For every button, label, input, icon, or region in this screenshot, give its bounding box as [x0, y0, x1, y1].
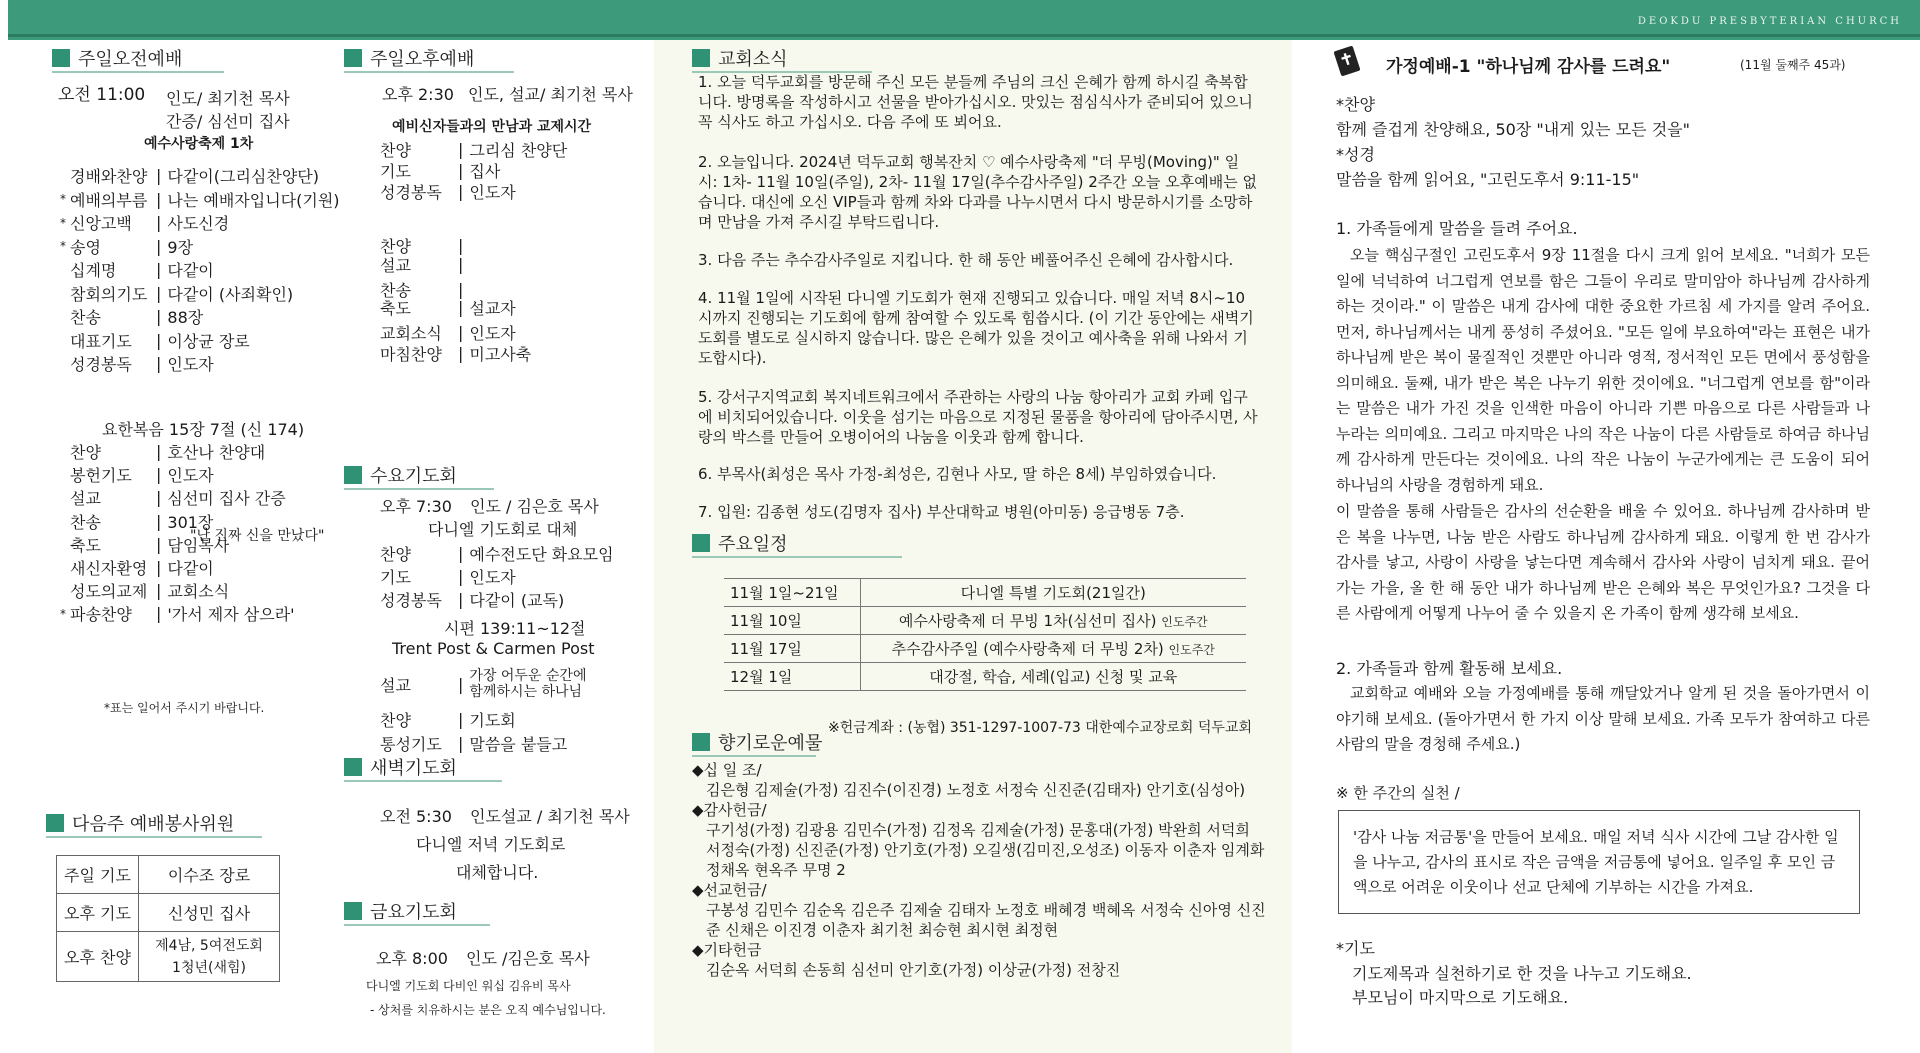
duty-role: 주일 기도 [57, 856, 139, 894]
separator: | [156, 604, 162, 624]
order-row [60, 486, 286, 509]
section-title: 새벽기도회 [370, 758, 457, 779]
schedule-event-text: 다니엘 특별 기도회(21일간) [960, 584, 1146, 602]
section-rule [344, 780, 502, 782]
separator: | [458, 161, 464, 180]
separator: | [458, 298, 464, 317]
order-label: 십계명 [70, 261, 117, 280]
section-bullet-icon [52, 49, 70, 67]
news-item: 1. 오늘 덕두교회를 방문해 주신 모든 분들께 주님의 크신 은혜가 함께 하시길 축복합니다. 방명록을 작성하시고 선물을 받아가십시오. 맛있는 점심식사가 준비되어 있으니 꼭 식사도 하고 가십시오. 다음 주에 또 뵈어요. [698, 73, 1253, 131]
news-item: 6. 부목사(최성은 목사 가정-최성은, 김현나 사모, 딸 하은 8세) 부임하였습니다. [698, 465, 1217, 483]
order-value: 이상균 장로 [167, 331, 250, 351]
order-value: 심선미 집사 간증 [167, 489, 286, 509]
section-title: 주일오전예배 [78, 49, 183, 70]
separator: | [156, 511, 162, 531]
order-label: 통성기도 [380, 735, 442, 754]
morning-host: 간증/ 심선미 집사 [166, 112, 290, 131]
schedule-body [724, 579, 1246, 691]
duty-person-line: 1청년(새힘) [172, 959, 246, 976]
news-item: 4. 11월 1일에 시작된 다니엘 기도회가 현재 진행되고 있습니다. 매일 저녁 8시~10시까지 진행되는 기도회에 함께 참여할 수 있도록 힘씁시다. (이 기간 동안에는 새벽기도회를 별도로 실시하지 않습니다. 많은 은혜가 있을 것이고 예사축을 위해 나와서 기도합시다). [698, 289, 1254, 367]
section-title: 다음주 예배봉사위원 [72, 814, 235, 835]
schedule-date: 11월 1일~21일 [724, 579, 860, 607]
duty-role: 오후 기도 [57, 894, 139, 932]
section-title: 교회소식 [718, 49, 788, 70]
practice-title: ※ 한 주간의 실천 / [1336, 784, 1460, 802]
wednesday-sub: 다니엘 기도회로 대체 [428, 520, 578, 539]
offering-list [692, 760, 1268, 980]
order-value: 인도자 [469, 568, 516, 587]
section-title: 금요기도회 [370, 902, 457, 923]
order-value: 사도신경 [167, 214, 230, 233]
order-value: 교회소식 [167, 582, 230, 602]
section-bullet-icon [344, 758, 362, 776]
section-bullet-icon [692, 49, 710, 67]
standing-mark: * [60, 192, 66, 206]
order-row [380, 668, 586, 700]
separator: | [156, 534, 162, 554]
offering-names: 구봉성 김민수 김순옥 김은주 김제술 김태자 노정호 배혜경 백혜옥 서정숙 신아영 신진준 신채은 이진경 이춘자 최기천 최승현 최시현 최정현 [706, 901, 1266, 939]
order-value: 인도자 [469, 324, 516, 343]
afternoon-time: 오후 2:30 [382, 85, 454, 104]
morning-sermon-title: "난 진짜 신을 만났다" [190, 528, 325, 544]
order-row [60, 463, 214, 486]
section-title: 수요기도회 [370, 466, 457, 487]
step1-body-2: 이 말씀을 통해 사람들은 감사의 선순환을 배울 수 있어요. 하나님께 감사하며 받은 복을 나누면, 나눔 받은 사람도 하나님께 감사하게 돼요. 이렇게 한 번 감사가 감사를 낳고, 사랑이 사랑을 낳는다면 계속해서 감사와 사랑이 넘치게 돼요. 끝어 가는 가을, 올 한 해 동안 내가 하나님께 받은 은혜와 복은 무엇인가요? 그것을 다른 사람에게 어떻게 나누어 줄 수 있을지 온 가족이 함께 생각해 보세요. [1336, 502, 1870, 622]
duty-person [139, 932, 280, 982]
offering-label: ◆기타헌금 [692, 941, 762, 959]
bible-text: 말씀을 함께 읽어요, "고린도후서 9:11-15" [1336, 170, 1640, 189]
dawn-line: 다니엘 저녁 기도회로 [416, 835, 566, 854]
order-label: 설교 [380, 256, 411, 275]
separator: | [156, 213, 162, 232]
order-row [60, 235, 193, 258]
news-item: 3. 다음 주는 추수감사주일로 지킵니다. 한 해 동안 베풀어주신 은혜에 감사합시다. [698, 251, 1234, 269]
separator: | [156, 283, 162, 303]
prayer-heading: *기도 [1336, 939, 1375, 958]
table-row [724, 579, 1246, 607]
separator: | [458, 590, 464, 609]
order-row [60, 258, 214, 281]
separator: | [458, 344, 464, 363]
order-label: 찬양 [70, 443, 101, 462]
section-news-header [692, 45, 788, 71]
schedule-table [724, 578, 1246, 691]
step1-body: 오늘 핵심구절인 고린도후서 9장 11절을 다시 크게 읽어 보세요. "너희가 모든 일에 넉넉하여 너그럽게 연보를 함은 그들이 우리로 말미암아 하나님께 감사하게 하는 것이라." 이 말씀은 내게 감사에 대한 중요한 가르침 세 가지를 알려 주어요. 먼저, 하나님께서는 내게 풍성히 주셨어요. "모든 일에 부요하여"라는 표현은 내가 하나님께 받은 복이 물질적인 것뿐만 아니라 영적, 정서적인 모든 면에서 풍성함을 의미해요. 둘째, 내가 받은 복은 나누기 위한 것이에요. "너그럽게 연보를 함"이라는 말씀은 내가 가진 것을 인색한 마음이 아니라 기쁜 마음으로 다른 사람들과 나누라는 의미예요. 그리고 마지막은 나의 작은 나눔이 다른 사람들로 하여금 하나님께 감사하게 만든다는 것이에요. 나의 작은 나눔이 누군가에게는 큰 도움이 되어 하나님의 사랑을 경험하게 돼요. [1336, 246, 1870, 494]
order-value: 인도자 [167, 355, 214, 374]
duty-person: 이수조 장로 [139, 856, 280, 894]
morning-leader: 인도/ 최기천 목사 [166, 89, 290, 108]
order-row [380, 342, 531, 365]
news-item: 7. 입원: 김종현 성도(김명자 집사) 부산대학교 병원(아미동) 응급병동 7층. [698, 503, 1185, 521]
separator: | [156, 166, 162, 185]
dawn-leader: 인도설교 / 최기천 목사 [470, 807, 630, 826]
order-row [380, 253, 469, 276]
separator: | [458, 182, 464, 201]
wednesday-psalm-authors: Trent Post & Carmen Post [392, 639, 595, 658]
order-value: 301장 [167, 512, 214, 532]
order-label: 기도 [380, 568, 411, 587]
friday-line: 다니엘 기도회 다비인 워십 김유비 목사 [366, 979, 571, 993]
section-title: 향기로운예물 [718, 733, 823, 754]
order-label: 찬양 [380, 711, 411, 730]
order-label: 봉헌기도 [70, 466, 132, 486]
section-schedule-header [692, 530, 788, 556]
order-row [380, 138, 567, 161]
table-row [724, 663, 1246, 691]
order-value [469, 668, 586, 700]
order-row [380, 542, 614, 565]
schedule-event [860, 607, 1246, 635]
step2-body: 교회학교 예배와 오늘 가정예배를 통해 깨달았거나 알게 된 것을 돌아가면서 이야기해 보세요. (돌아가면서 한 가지 이상 말해 보세요. 가족 모두가 참여하고 다른 사람의 말을 경청해 주세요.) [1336, 684, 1870, 753]
order-row [380, 708, 516, 731]
step2-title: 2. 가족들과 함께 활동해 보세요. [1336, 659, 1563, 678]
praise-text: 함께 즐겁게 찬양해요, 50장 "내게 있는 모든 것을" [1336, 120, 1690, 139]
order-label: 파송찬양 [70, 605, 132, 625]
separator: | [156, 558, 162, 577]
section-title: 주일오후예배 [370, 49, 475, 70]
standing-mark: * [60, 215, 66, 230]
order-label: 찬양 [380, 141, 411, 160]
order-label: 대표기도 [70, 331, 132, 351]
wednesday-leader: 인도 / 김은호 목사 [470, 497, 599, 516]
friday-leader: 인도 /김은호 목사 [466, 949, 590, 968]
standing-mark: * [60, 239, 66, 253]
order-row [380, 321, 516, 344]
prayer-line: 부모님이 마지막으로 기도해요. [1352, 988, 1569, 1007]
order-label: 신앙고백 [70, 214, 132, 233]
order-row [60, 556, 214, 579]
order-row [60, 352, 214, 375]
order-row [380, 159, 500, 182]
order-row [60, 305, 203, 328]
order-label: 찬송 [70, 308, 101, 327]
column-news [654, 40, 1292, 1053]
standing-mark: * [60, 606, 66, 621]
order-value: 그리심 찬양단 [469, 141, 568, 160]
separator: | [156, 260, 162, 279]
section-rule [344, 924, 490, 926]
order-row [60, 440, 265, 463]
order-value: 호산나 찬양대 [167, 443, 266, 462]
order-label: 설교 [380, 675, 411, 695]
order-label: 찬양 [380, 237, 411, 256]
order-label: 성도의교제 [70, 582, 148, 602]
section-bullet-icon [692, 733, 710, 751]
order-label: 성경봉독 [380, 591, 442, 610]
order-value: 집사 [469, 162, 501, 181]
order-label: 축도 [70, 535, 101, 555]
section-rule [692, 755, 816, 757]
separator: | [458, 674, 464, 694]
wednesday-time: 오후 7:30 [380, 497, 452, 516]
order-label: 찬송 [380, 281, 411, 300]
schedule-event [860, 635, 1246, 663]
schedule-event-text: 예수사랑축제 더 무빙 1차(심선미 집사) [898, 612, 1157, 630]
section-bullet-icon [46, 814, 64, 832]
order-value: 인도자 [167, 466, 214, 486]
afternoon-subtitle: 예비신자들과의 만남과 교제시간 [392, 119, 592, 135]
friday-time: 오후 8:00 [376, 949, 448, 968]
order-value: 담임목사 [167, 535, 230, 555]
separator: | [458, 544, 464, 563]
separator: | [458, 140, 464, 159]
duty-role: 오후 찬양 [57, 932, 139, 982]
section-bullet-icon [344, 49, 362, 67]
separator: | [458, 734, 464, 753]
prayer-line: 기도제목과 실천하기로 한 것을 나누고 기도해요. [1352, 964, 1692, 983]
separator: | [458, 323, 464, 342]
section-rule [46, 836, 262, 838]
order-value: 88장 [167, 308, 204, 327]
sermon-line: 가장 어두운 순간에 [469, 668, 587, 684]
section-afternoon-header [344, 45, 474, 71]
dawn-time: 오전 5:30 [380, 807, 452, 826]
section-rule [344, 71, 514, 73]
schedule-date: 12월 1일 [724, 663, 860, 691]
order-row [60, 329, 250, 352]
separator: | [458, 280, 464, 299]
section-bullet-icon [692, 534, 710, 552]
order-row [380, 565, 516, 588]
friday-line: - 상처를 치유하시는 분은 오직 예수님입니다. [370, 1003, 606, 1017]
order-label: 찬양 [380, 545, 411, 564]
order-value: '가서 제자 삼으라' [167, 605, 295, 625]
schedule-event-note: 인도주간 [1168, 643, 1215, 657]
standing-note: *표는 일어서 주시기 바랍니다. [104, 701, 265, 715]
offering-label: ◆십 일 조/ [692, 761, 762, 779]
order-value: 9장 [167, 237, 194, 257]
separator: | [458, 567, 464, 586]
order-label: 찬송 [70, 512, 101, 532]
order-label: 교회소식 [380, 324, 442, 343]
order-value: 설교자 [469, 299, 516, 318]
order-label: 기도 [380, 162, 411, 181]
order-value: 말씀을 붙들고 [469, 735, 568, 754]
section-bullet-icon [344, 902, 362, 920]
section-morning-header [52, 45, 182, 71]
account-info: ※헌금계좌 : (농협) 351-1297-1007-73 대한예수교장로회 덕두교회 [828, 720, 1253, 736]
order-value: 예수전도단 화요모임 [469, 545, 614, 564]
table-row [724, 607, 1246, 635]
separator: | [156, 465, 162, 485]
order-value: 다같이 (사죄확인) [167, 284, 294, 304]
order-row [380, 296, 516, 319]
morning-festival: 예수사랑축제 1차 [144, 136, 254, 152]
order-row [60, 282, 293, 305]
order-value: 다같이 (교독) [469, 591, 565, 610]
order-label: 마침찬양 [380, 345, 442, 364]
schedule-event-text: 추수감사주일 (예수사랑축제 더 무빙 2차) [891, 640, 1164, 658]
order-label: 새신자환영 [70, 559, 148, 578]
church-name: DEOKDU PRESBYTERIAN CHURCH [1637, 16, 1902, 27]
offering-names: 김은형 김제술(가정) 김진수(이진경) 노정호 서정숙 신진준(김태자) 안기호(심성아) [706, 781, 1246, 799]
order-row [60, 602, 295, 625]
offering-names: 구기성(가정) 김광용 김민수(가정) 김정옥 김제술(가정) 문홍대(가정) 박완희 서덕희 서정숙(가정) 신진준(가정) 안기호(가정) 오길생(김미진,오성조) 이동자 이춘자 임계화 정채옥 현옥주 무명 2 [706, 821, 1265, 879]
section-rule [52, 71, 224, 73]
offering-label: ◆선교헌금/ [692, 881, 767, 899]
header-margin [0, 0, 8, 40]
section-offering-header [692, 729, 822, 755]
table-row [57, 932, 280, 982]
bible-heading: *성경 [1336, 145, 1375, 164]
afternoon-leader: 인도, 설교/ 최기천 목사 [468, 85, 633, 104]
section-nextweek-header [46, 810, 234, 836]
separator: | [156, 307, 162, 326]
duty-person-line: 제4남, 5여전도회 [155, 937, 263, 954]
separator: | [458, 255, 464, 274]
section-title: 주요일정 [718, 534, 788, 555]
wednesday-psalm: 시편 139:11~12절 [444, 619, 586, 638]
separator: | [156, 581, 162, 601]
schedule-date: 11월 10일 [724, 607, 860, 635]
order-label: 참회의기도 [70, 284, 148, 304]
separator: | [156, 189, 162, 209]
dawn-line: 대체합니다. [456, 863, 539, 882]
separator: | [458, 710, 464, 729]
section-rule [344, 488, 494, 490]
order-value: 나는 예배자입니다(기원) [167, 190, 340, 210]
schedule-date: 11월 17일 [724, 635, 860, 663]
separator: | [156, 442, 162, 461]
order-label: 설교 [70, 489, 101, 509]
order-row [60, 188, 340, 211]
section-wednesday-header [344, 462, 457, 488]
order-value: 다같이 [167, 261, 214, 280]
order-label: 성경봉독 [70, 355, 132, 374]
order-row [380, 588, 564, 611]
table-row [724, 635, 1246, 663]
separator: | [156, 236, 162, 256]
sermon-line: 함께하시는 하나님 [469, 684, 583, 700]
order-value: 다같이(그리심찬양단) [167, 167, 319, 186]
offering-names: 김순옥 서덕희 손동희 심선미 안기호(가정) 이상균(가정) 전창진 [706, 961, 1121, 979]
offering-label: ◆감사헌금/ [692, 801, 767, 819]
order-value: 미고사축 [469, 345, 532, 364]
news-item: 2. 오늘입니다. 2024년 덕두교회 행복잔치 ♡ 예수사랑축제 "더 무빙(Moving)" 일시: 1차- 11월 10일(주일), 2차- 11월 17일(추수감사주일) 2주간 오늘 오후예배는 없습니다. 대신에 오신 VIP들과 함께 차와 다과를 나누시면서 다시 방문하시기를 소망하며 만남을 가져 주시길 부탁드립니다. [698, 153, 1257, 231]
duty-table [56, 855, 280, 982]
schedule-event-note: 인도주간 [1161, 615, 1208, 629]
morning-time: 오전 11:00 [58, 85, 146, 105]
separator: | [458, 236, 464, 255]
order-value: 인도자 [469, 183, 516, 202]
column-other-services [336, 40, 654, 1053]
schedule-event [860, 579, 1246, 607]
separator: | [156, 354, 162, 373]
table-row [57, 894, 280, 932]
bible-icon [1330, 44, 1364, 78]
morning-scripture: 요한복음 15장 7절 (신 174) [102, 420, 305, 439]
family-title: 가정예배-1 "하나님께 감사를 드려요" [1386, 57, 1671, 77]
section-bullet-icon [344, 466, 362, 484]
order-row [380, 732, 567, 755]
order-row [60, 211, 229, 234]
duty-person: 신성민 집사 [139, 894, 280, 932]
order-label: 경배와찬양 [70, 167, 148, 186]
header-strip [8, 34, 1920, 37]
table-row [57, 856, 280, 894]
order-value: 기도회 [469, 711, 516, 730]
step1-title: 1. 가족들에게 말씀을 들려 주어요. [1336, 219, 1578, 238]
separator: | [156, 488, 162, 508]
section-friday-header [344, 898, 457, 924]
order-row [380, 180, 516, 203]
order-label: 송영 [70, 237, 101, 257]
order-label: 예배의부름 [70, 190, 148, 210]
practice-box: '감사 나눔 저금통'을 만들어 보세요. 매일 저녁 식사 시간에 그날 감사한 일을 나누고, 감사의 표시로 작은 금액을 저금통에 넣어요. 일주일 후 모인 금액으로 어려운 이웃이나 선교 단체에 기부하는 시간을 가져요. [1338, 810, 1860, 914]
section-rule [692, 556, 902, 558]
order-label: 성경봉독 [380, 183, 442, 202]
order-value: 다같이 [167, 559, 214, 578]
order-label: 축도 [380, 299, 411, 318]
order-row [60, 579, 229, 602]
section-dawn-header [344, 754, 457, 780]
column-morning [0, 40, 340, 1053]
praise-heading: *찬양 [1336, 95, 1375, 114]
schedule-event-text: 대강절, 학습, 세례(입교) 신청 및 교육 [929, 668, 1178, 686]
schedule-event [860, 663, 1246, 691]
family-week: (11월 둘째주 45과) [1740, 58, 1846, 72]
news-item: 5. 강서구지역교회 복지네트워크에서 주관하는 사랑의 나눔 항아리가 교회 카페 입구에 비치되어있습니다. 이웃을 섬기는 마음으로 지정된 물품을 항아리에 담아주시면, 사랑의 박스를 만들어 오병이어의 나눔을 이웃과 함께 합니다. [698, 388, 1258, 446]
separator: | [156, 330, 162, 350]
order-row [60, 164, 319, 187]
